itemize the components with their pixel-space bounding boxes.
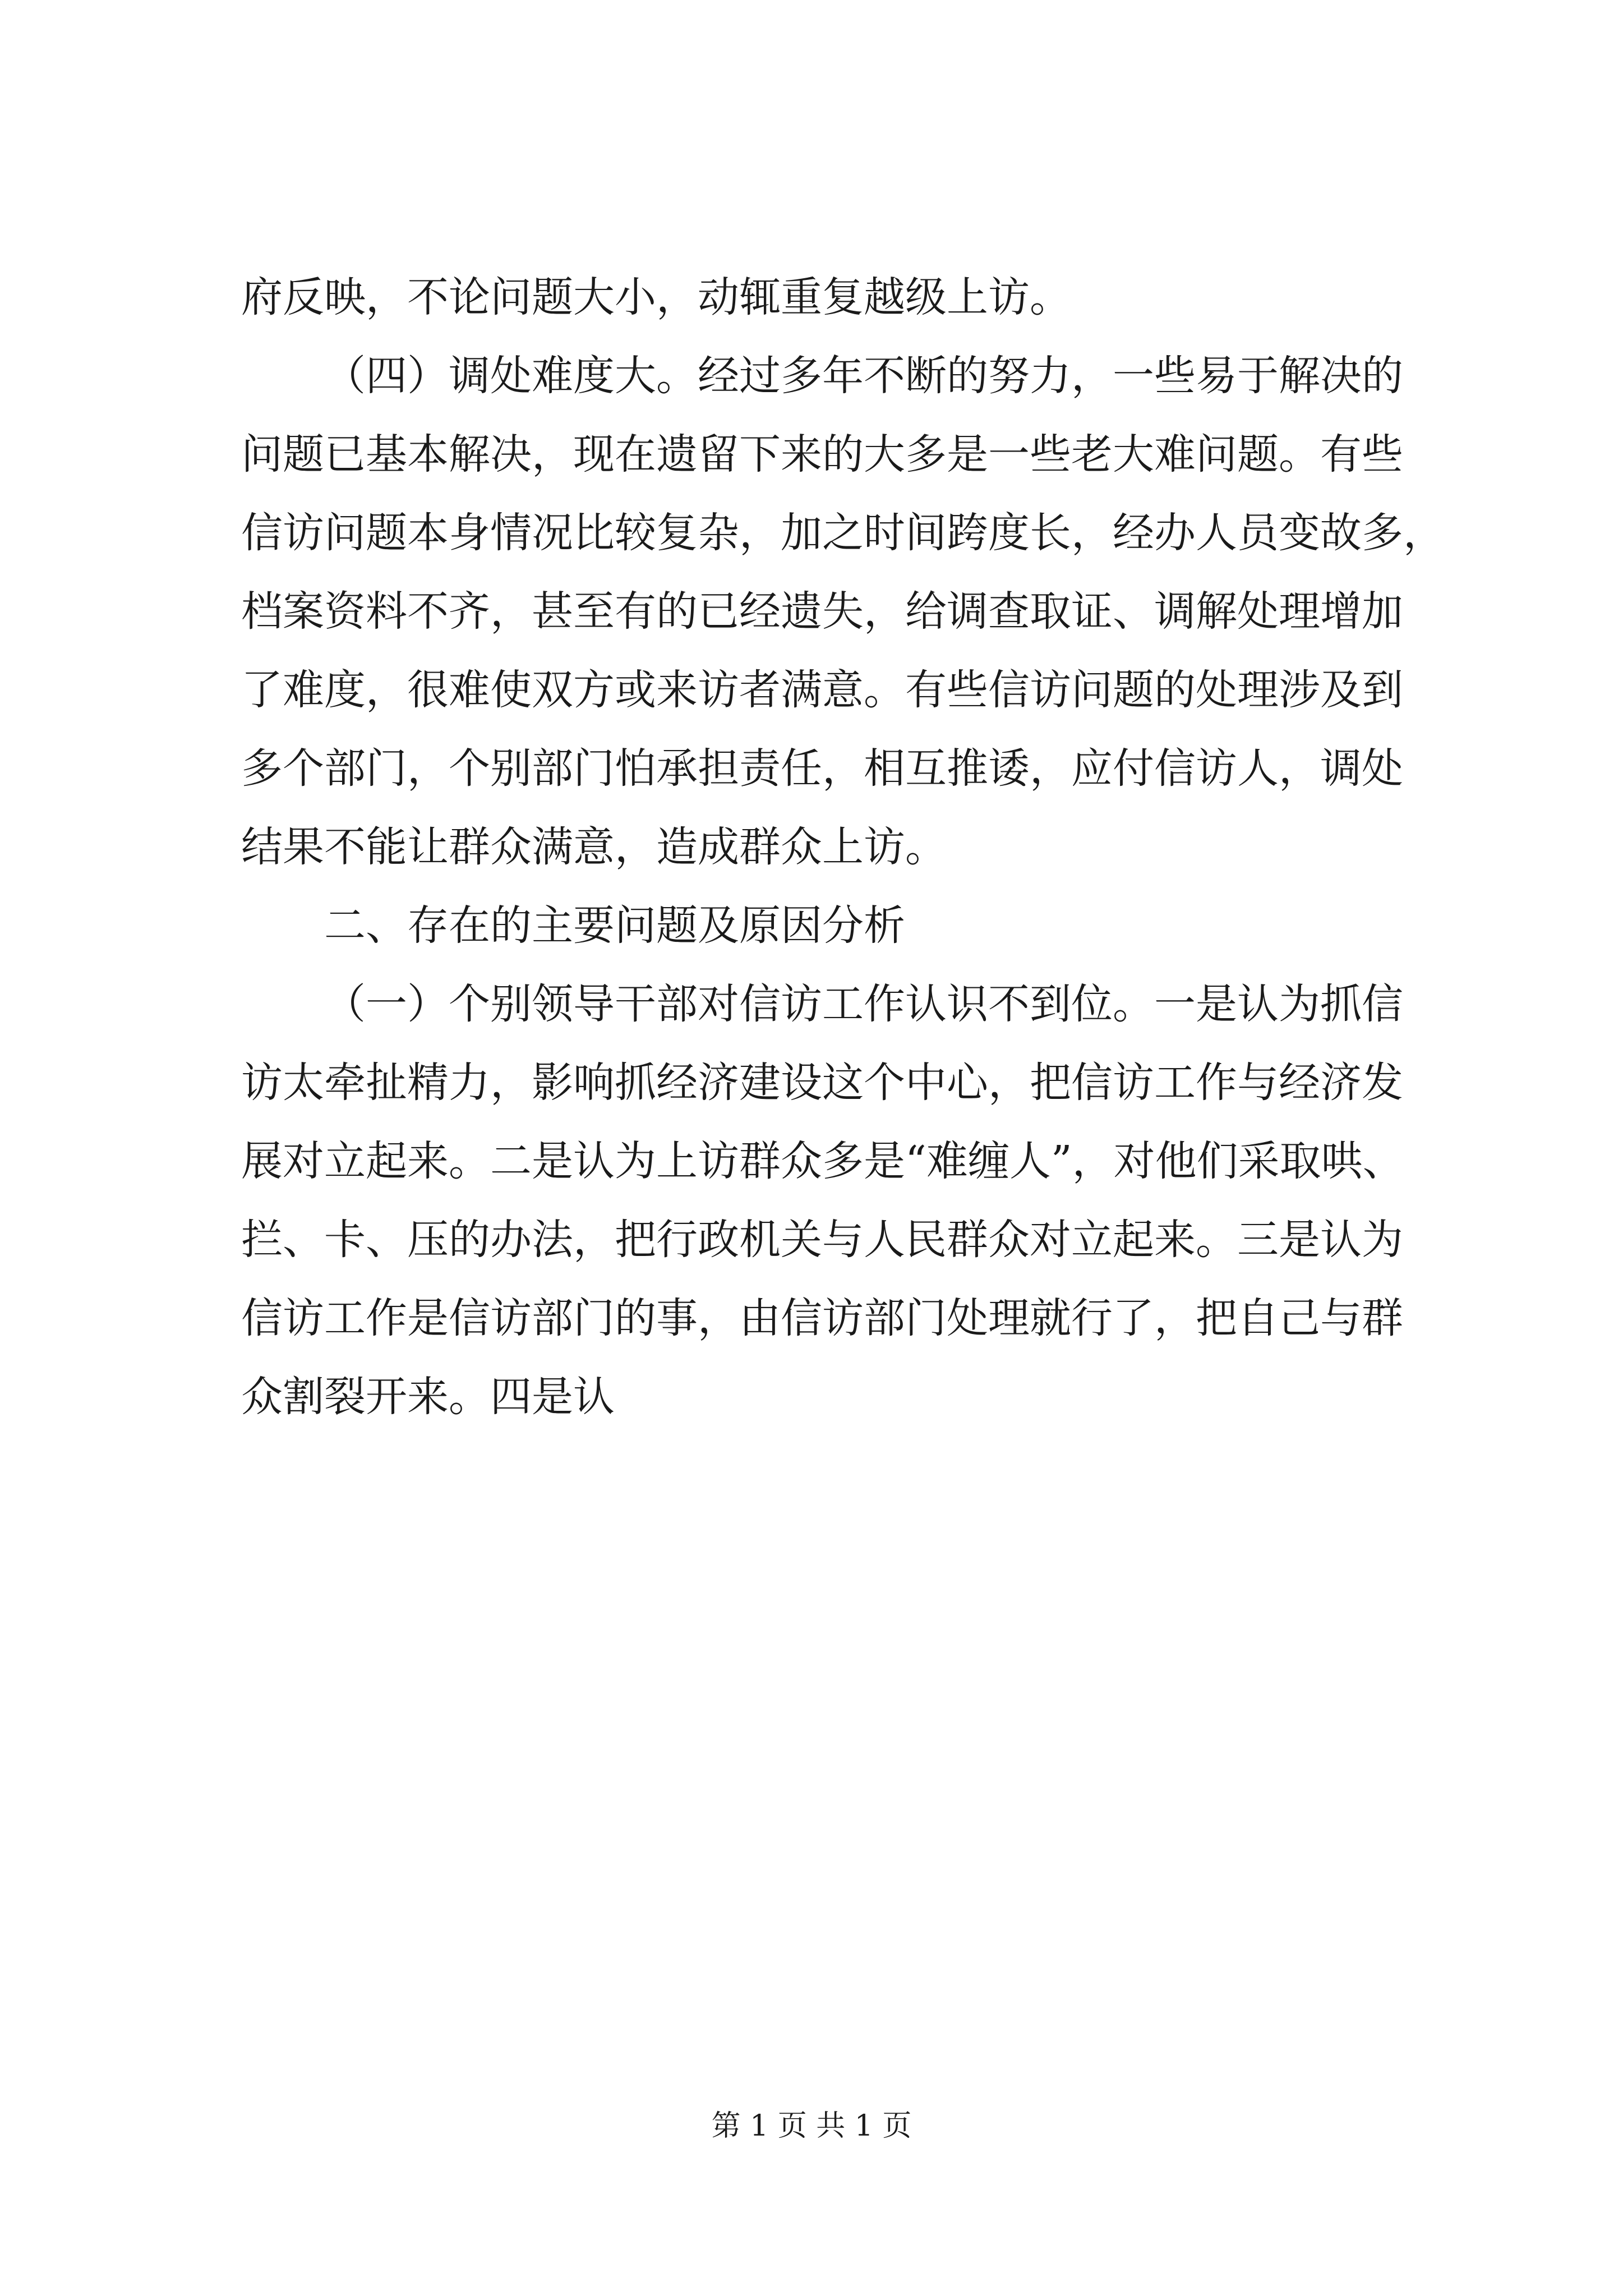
page-footer: 第 1 页 共 1 页 bbox=[711, 2109, 912, 2143]
text-line: 信访工作是信访部门的事，由信访部门处理就行了，把自己与群 bbox=[241, 1294, 1403, 1342]
text-line: 拦、卡、压的办法，把行政机关与人民群众对立起来。三是认为 bbox=[241, 1216, 1403, 1264]
text-line: 众割裂开来。四是认 bbox=[241, 1373, 615, 1421]
text-line: 信访问题本身情况比较复杂，加之时间跨度长，经办人员变故多， bbox=[241, 509, 1445, 557]
text-line: 展对立起来。二是认为上访群众多是“难缠人”，对他们采取哄、 bbox=[241, 1137, 1404, 1185]
text-line: 结果不能让群众满意，造成群众上访。 bbox=[241, 823, 947, 871]
document-body bbox=[241, 258, 1464, 1436]
section-heading: 二、存在的主要问题及原因分析 bbox=[324, 901, 905, 950]
text-line: （四）调处难度大。经过多年不断的努力，一些易于解决的 bbox=[324, 352, 1403, 400]
text-line: 访太牵扯精力，影响抓经济建设这个中心，把信访工作与经济发 bbox=[241, 1059, 1403, 1107]
text-line: 档案资料不齐，甚至有的已经遗失，给调查取证、调解处理增加 bbox=[241, 587, 1403, 636]
text-line: （一）个别领导干部对信访工作认识不到位。一是认为抓信 bbox=[324, 980, 1403, 1028]
text-line: 了难度，很难使双方或来访者满意。有些信访问题的处理涉及到 bbox=[241, 666, 1403, 714]
text-line: 府反映，不论问题大小，动辄重复越级上访。 bbox=[241, 273, 1071, 321]
text-line: 多个部门，个别部门怕承担责任，相互推诿，应付信访人，调处 bbox=[241, 744, 1403, 793]
text-line: 问题已基本解决，现在遗留下来的大多是一些老大难问题。有些 bbox=[241, 430, 1403, 478]
